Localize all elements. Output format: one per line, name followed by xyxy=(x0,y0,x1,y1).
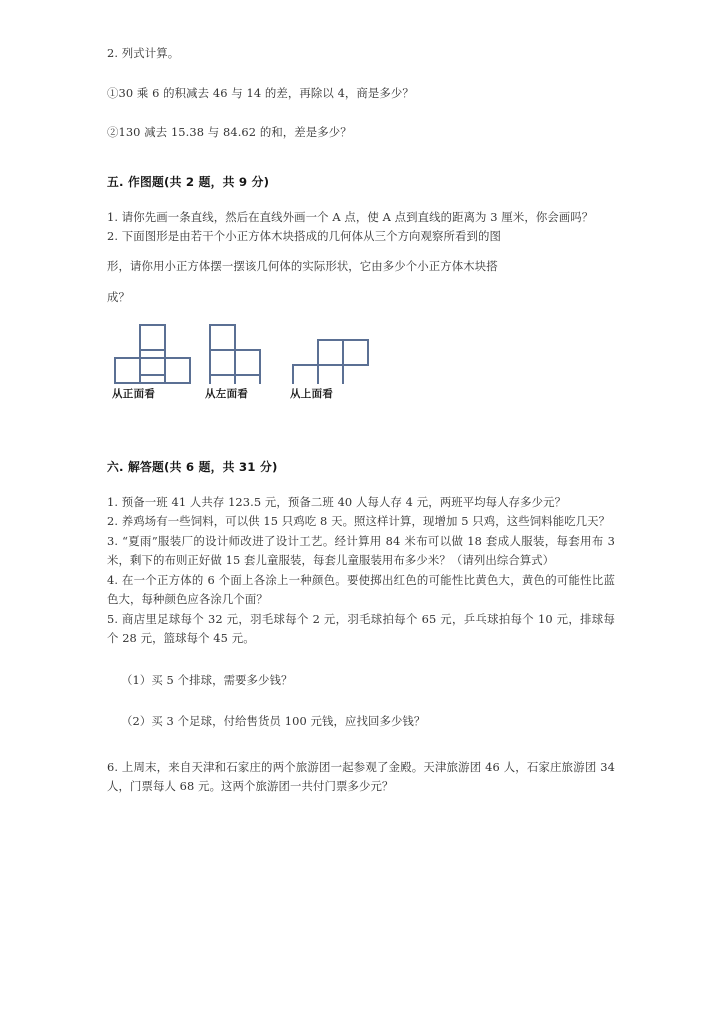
spacer xyxy=(107,64,615,84)
section-six-item-5-sub-2: （2）买 3 个足球，付给售货员 100 元钱，应找回多少钱？ xyxy=(121,714,426,728)
spacer xyxy=(107,247,615,257)
question-2-title: 2. 列式计算。 xyxy=(107,46,180,60)
section-six-item-5-sub-1: （1）买 5 个排球，需要多少钱？ xyxy=(121,672,293,687)
section-five-heading: 五. 作图题(共 2 题，共 9 分) xyxy=(107,174,270,189)
section-six-item-2: 2. 养鸡场有一些饲料，可以供 15 只鸡吃 8 天。照这样计算，现增加 5 只鸡，这些饲料能吃几天？ xyxy=(107,514,611,528)
spacer xyxy=(107,690,615,712)
question-2-item-2: ②130 减去 15.38 与 84.62 的和，差是多少？ xyxy=(107,125,352,139)
section-five-item-2-line-3: 成？ xyxy=(107,290,130,304)
spacer xyxy=(107,475,615,493)
section-six-item-3: 3. “夏雨”服装厂的设计师改进了设计工艺。经计算用 84 米布可以做 18 套成人服装，每套用布 3 米，剩下的布则正好做 15 套儿童服装，每套儿童服装用布多少米？（请列出综合算式） xyxy=(107,533,615,567)
front-view-shape xyxy=(112,322,194,384)
three-view-figures xyxy=(107,322,615,422)
left-view-figure xyxy=(205,322,273,401)
top-spacer xyxy=(107,0,615,44)
page-content xyxy=(107,0,615,797)
section-six-item-6: 6. 上周末，来自天津和石家庄的两个旅游团一起参观了金殿。天津旅游团 46 人，石家庄旅游团 34 人，门票每人 68 元。这两个旅游团一共付门票多少元？ xyxy=(107,759,615,793)
front-view-figure xyxy=(112,322,194,401)
spacer xyxy=(107,732,615,758)
spacer xyxy=(107,190,615,208)
top-view-figure xyxy=(290,322,370,401)
spacer xyxy=(107,649,615,671)
left-view-label: 从左面看 xyxy=(205,387,249,400)
spacer xyxy=(107,143,615,173)
top-view-shape xyxy=(290,322,370,384)
spacer xyxy=(107,103,615,123)
left-view-shape xyxy=(205,322,273,384)
spacer xyxy=(107,276,615,288)
front-view-label: 从正面看 xyxy=(112,387,156,400)
spacer xyxy=(107,422,615,458)
top-view-label: 从上面看 xyxy=(290,387,334,400)
section-six-heading: 六. 解答题(共 6 题，共 31 分) xyxy=(107,459,278,474)
section-six-item-1: 1. 预备一班 41 人共存 123.5 元，预备二班 40 人每人存 4 元，两班平均每人存多少元？ xyxy=(107,494,567,509)
question-2-item-1: ①30 乘 6 的积减去 46 与 14 的差，再除以 4，商是多少？ xyxy=(107,85,414,100)
section-five-item-1: 1. 请你先画一条直线，然后在直线外画一个 A 点，使 A 点到直线的距离为 3 厘米，你会画吗？ xyxy=(107,209,594,224)
section-five-item-2-line-1: 2. 下面图形是由若干个小正方体木块搭成的几何体从三个方向观察所看到的图 xyxy=(107,229,501,243)
section-six-item-5: 5. 商店里足球每个 32 元，羽毛球每个 2 元，羽毛球拍每个 65 元，乒乓球拍每个 10 元，排球每个 28 元，篮球每个 45 元。 xyxy=(107,611,615,645)
section-five-item-2-line-2: 形，请你用小正方体摆一摆该几何体的实际形状，它由多少个小正方体木块搭 xyxy=(107,258,498,273)
section-six-item-4: 4. 在一个正方体的 6 个面上各涂上一种颜色。要使掷出红色的可能性比黄色大，黄色的可能性比蓝色大，每种颜色应各涂几个面？ xyxy=(107,572,615,606)
